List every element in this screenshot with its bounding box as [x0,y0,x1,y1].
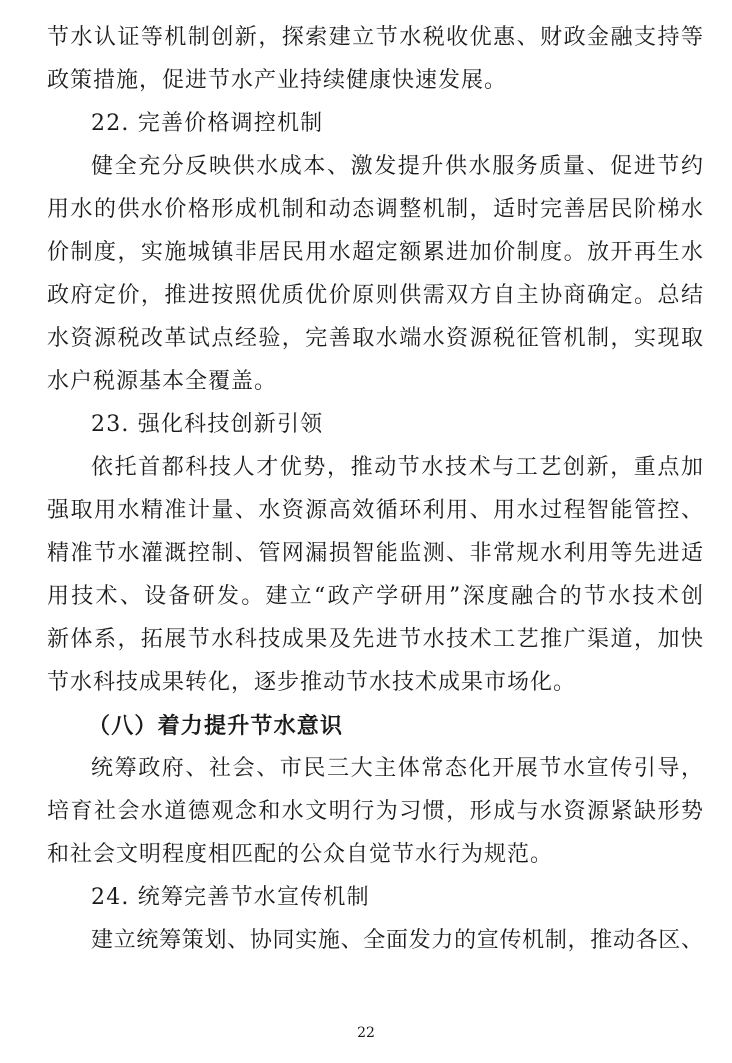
body-text-line: 节水认证等机制创新，探索建立节水税收优惠、财政金融支持等 [47,25,703,50]
section-heading-23: 23. 强化科技创新引领 [91,412,324,437]
body-text-line: 建立统筹策划、协同实施、全面发力的宣传机制，推动各区、 [91,928,703,953]
body-text-line: 政府定价，推进按照优质优价原则供需双方自主协商确定。总结 [47,283,703,308]
body-text-line: 价制度，实施城镇非居民用水超定额累进加价制度。放开再生水 [47,240,703,265]
body-text-line: 健全充分反映供水成本、激发提升供水服务质量、促进节约 [91,154,703,179]
page-number: 22 [357,1025,375,1041]
body-text-line: 节水科技成果转化，逐步推动节水技术成果市场化。 [47,670,577,695]
body-text-line: 精准节水灌溉控制、管网漏损智能监测、非常规水利用等先进适 [47,541,703,566]
body-text-line: 培育社会水道德观念和水文明行为习惯，形成与水资源紧缺形势 [47,799,703,824]
section-heading-22: 22. 完善价格调控机制 [91,111,324,136]
body-text-line: 用技术、设备研发。建立“政产学研用”深度融合的节水技术创 [47,584,703,609]
body-text-line: 依托首都科技人才优势，推动节水技术与工艺创新，重点加 [91,455,703,480]
body-text-line: 政策措施，促进节水产业持续健康快速发展。 [47,68,508,93]
section-heading-24: 24. 统筹完善节水宣传机制 [91,885,370,910]
body-text-line: 统筹政府、社会、市民三大主体常态化开展节水宣传引导， [91,756,703,781]
body-text-line: 和社会文明程度相匹配的公众自觉节水行为规范。 [47,842,554,867]
body-text-line: 新体系，拓展节水科技成果及先进节水技术工艺推广渠道，加快 [47,627,703,652]
body-text-line: 水户税源基本全覆盖。 [47,369,278,394]
part-heading-8: （八）着力提升节水意识 [88,713,344,739]
body-text-line: 用水的供水价格形成机制和动态调整机制，适时完善居民阶梯水 [47,197,703,222]
body-text-line: 强取用水精准计量、水资源高效循环利用、用水过程智能管控、 [47,498,703,523]
body-text-line: 水资源税改革试点经验，完善取水端水资源税征管机制，实现取 [47,326,703,351]
